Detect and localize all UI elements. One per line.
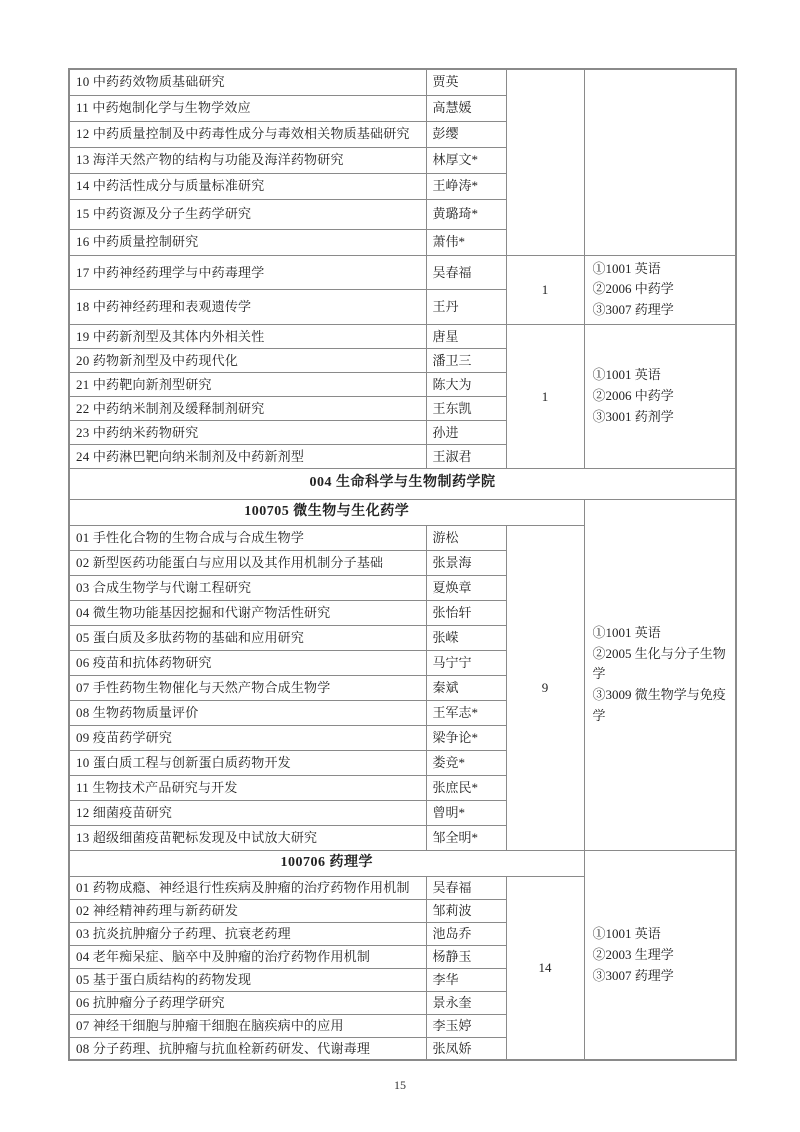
supervisor-name: 彭缨 [426,121,506,147]
supervisor-name: 马宁宁 [426,650,506,675]
quota-cell [506,69,584,255]
program-section-header: 100706 药理学 [69,850,584,876]
exam-subject-line: ①1001 英语 [592,925,661,941]
supervisor-name: 孙进 [426,420,506,444]
exam-subjects-cell [584,850,736,1060]
table-row [69,69,736,95]
exam-subjects-cell [584,499,736,850]
exam-subjects-cell [584,324,736,468]
exam-subject-line: ③3007 药理学 [592,967,674,983]
supervisor-name: 黄璐琦* [426,199,506,229]
supervisor-name: 李华 [426,968,506,991]
research-topic: 18 中药神经药理和表观遗传学 [69,290,426,325]
supervisor-name: 娄竞* [426,750,506,775]
college-section-header: 004 生命科学与生物制药学院 [69,468,736,499]
supervisor-name: 张嵘 [426,625,506,650]
supervisor-name: 高慧媛 [426,95,506,121]
research-topic: 11 生物技术产品研究与开发 [69,775,426,800]
table-row [69,324,736,348]
research-topic: 01 药物成瘾、神经退行性疾病及肿瘤的治疗药物作用机制 [69,876,426,899]
supervisor-name: 陈大为 [426,372,506,396]
research-topic: 08 分子药理、抗肿瘤与抗血栓新药研发、代谢毒理 [69,1037,426,1060]
research-topic: 15 中药资源及分子生药学研究 [69,199,426,229]
research-topic: 02 神经精神药理与新药研发 [69,899,426,922]
exam-subjects-cell [584,255,736,324]
supervisor-name: 潘卫三 [426,348,506,372]
table-row [69,468,736,499]
research-topic: 04 微生物功能基因挖掘和代谢产物活性研究 [69,600,426,625]
exam-subject-line: ①1001 英语 [592,260,661,276]
supervisor-name: 曾明* [426,800,506,825]
research-topic: 12 细菌疫苗研究 [69,800,426,825]
research-topic: 10 蛋白质工程与创新蛋白质药物开发 [69,750,426,775]
research-topic: 02 新型医药功能蛋白与应用以及其作用机制分子基础 [69,550,426,575]
supervisor-name: 张景海 [426,550,506,575]
supervisor-name: 林厚文* [426,147,506,173]
exam-subject-line: ①1001 英语 [592,624,661,640]
page-number: 15 [394,1078,406,1092]
supervisor-name: 吴春福 [426,255,506,290]
research-topic: 10 中药药效物质基础研究 [69,69,426,95]
supervisor-name: 王东凯 [426,396,506,420]
research-topic: 07 手性药物生物催化与天然产物合成生物学 [69,675,426,700]
research-topic: 05 蛋白质及多肽药物的基础和应用研究 [69,625,426,650]
supervisor-name: 夏焕章 [426,575,506,600]
supervisor-name: 景永奎 [426,991,506,1014]
quota-cell: 1 [506,255,584,324]
exam-subject-line: ③3001 药剂学 [592,408,674,424]
research-topic: 11 中药炮制化学与生物学效应 [69,95,426,121]
supervisor-name: 杨静玉 [426,945,506,968]
research-topic: 04 老年痴呆症、脑卒中及肿瘤的治疗药物作用机制 [69,945,426,968]
supervisor-name: 萧伟* [426,229,506,255]
research-topic: 03 合成生物学与代谢工程研究 [69,575,426,600]
supervisor-name: 贾英 [426,69,506,95]
supervisor-name: 张凤娇 [426,1037,506,1060]
exam-subject-line: ②2005 生化与分子生物学 [592,645,726,682]
supervisor-name: 李玉婷 [426,1014,506,1037]
research-topic: 06 抗肿瘤分子药理学研究 [69,991,426,1014]
supervisor-name: 秦斌 [426,675,506,700]
quota-cell: 1 [506,324,584,468]
research-topic: 12 中药质量控制及中药毒性成分与毒效相关物质基础研究 [69,121,426,147]
supervisor-name: 王丹 [426,290,506,325]
research-topic: 16 中药质量控制研究 [69,229,426,255]
research-topic: 14 中药活性成分与质量标准研究 [69,173,426,199]
table-row [69,499,736,525]
supervisor-name: 梁争论* [426,725,506,750]
research-topic: 13 超级细菌疫苗靶标发现及中试放大研究 [69,825,426,850]
quota-cell: 9 [506,525,584,850]
exam-subject-line: ②2006 中药学 [592,387,674,403]
research-topic: 01 手性化合物的生物合成与合成生物学 [69,525,426,550]
exam-subject-line: ②2003 生理学 [592,946,674,962]
supervisor-name: 唐星 [426,324,506,348]
supervisor-name: 张庶民* [426,775,506,800]
supervisor-name: 王淑君 [426,444,506,468]
exam-subjects-cell [584,69,736,255]
supervisor-name: 邹全明* [426,825,506,850]
research-topic: 13 海洋天然产物的结构与功能及海洋药物研究 [69,147,426,173]
research-topic: 09 疫苗药学研究 [69,725,426,750]
research-topic: 05 基于蛋白质结构的药物发现 [69,968,426,991]
table-row [69,255,736,290]
supervisor-name: 池岛乔 [426,922,506,945]
research-topic: 07 神经干细胞与肿瘤干细胞在脑疾病中的应用 [69,1014,426,1037]
research-topic: 08 生物药物质量评价 [69,700,426,725]
table-row [69,850,736,876]
admissions-table [68,68,737,1061]
program-section-header: 100705 微生物与生化药学 [69,499,584,525]
research-topic: 23 中药纳米药物研究 [69,420,426,444]
exam-subject-line: ②2006 中药学 [592,281,674,297]
research-topic: 17 中药神经药理学与中药毒理学 [69,255,426,290]
supervisor-name: 吴春福 [426,876,506,899]
research-topic: 21 中药靶向新剂型研究 [69,372,426,396]
supervisor-name: 邹莉波 [426,899,506,922]
research-topic: 03 抗炎抗肿瘤分子药理、抗衰老药理 [69,922,426,945]
exam-subject-line: ①1001 英语 [592,367,661,383]
supervisor-name: 游松 [426,525,506,550]
exam-subject-line: ③3009 微生物学与免疫学 [592,687,726,724]
research-topic: 19 中药新剂型及其体内外相关性 [69,324,426,348]
quota-cell: 14 [506,876,584,1060]
research-topic: 24 中药淋巴靶向纳米制剂及中药新剂型 [69,444,426,468]
supervisor-name: 王军志* [426,700,506,725]
research-topic: 20 药物新剂型及中药现代化 [69,348,426,372]
supervisor-name: 张怡轩 [426,600,506,625]
research-topic: 06 疫苗和抗体药物研究 [69,650,426,675]
supervisor-name: 王峥涛* [426,173,506,199]
exam-subject-line: ③3007 药理学 [592,302,674,318]
research-topic: 22 中药纳米制剂及缓释制剂研究 [69,396,426,420]
